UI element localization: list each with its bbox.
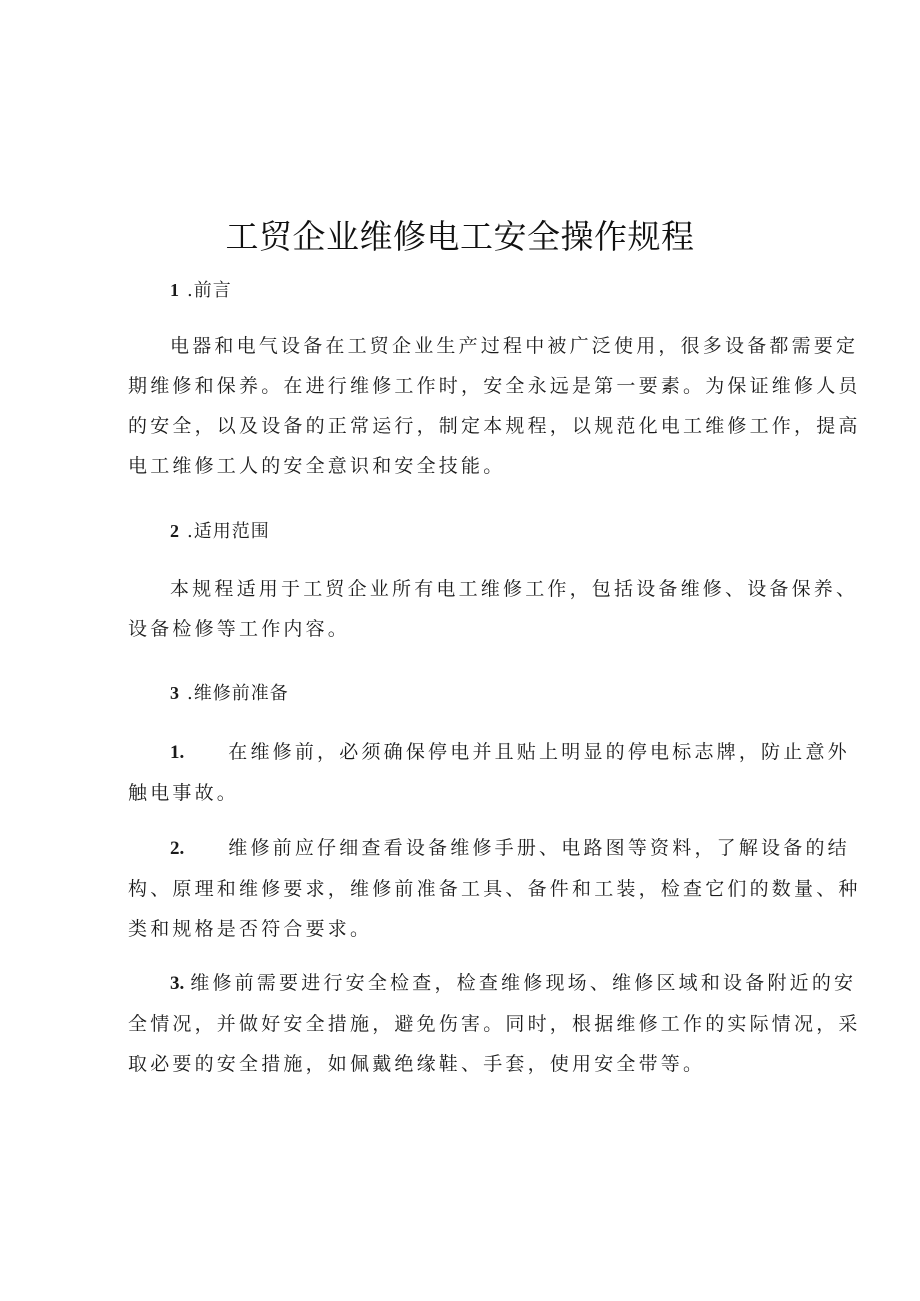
- list-item-2: [128, 828, 861, 949]
- section-1-paragraph: [128, 326, 861, 486]
- list-item-text: 维修前应仔细查看设备维修手册、电路图等资料，了解设备的结: [228, 837, 850, 859]
- list-item-first-line: [128, 732, 850, 773]
- list-item-number: 1.: [170, 742, 185, 763]
- section-number: 3: [170, 683, 179, 703]
- section-label: .前言: [187, 280, 232, 301]
- section-number: 1: [170, 280, 179, 300]
- list-item-line: 触电事故。: [128, 782, 240, 804]
- section-heading-1: [170, 276, 232, 305]
- list-item-line: 取必要的安全措施，如佩戴绝缘鞋、手套，使用安全带等。: [128, 1053, 706, 1075]
- paragraph-line: 电器和电气设备在工贸企业生产过程中被广泛使用，很多设备都需要定: [170, 335, 859, 357]
- paragraph-line: 的安全，以及设备的正常运行，制定本规程，以规范化电工维修工作，提高: [128, 415, 861, 437]
- list-item-1: [128, 732, 850, 813]
- list-item-number: 2.: [170, 838, 185, 859]
- list-item-line: 全情况，并做好安全措施，避免伤害。同时，根据维修工作的实际情况，采: [128, 1013, 861, 1035]
- list-item-number: 3.: [170, 973, 185, 994]
- paragraph-line: 设备检修等工作内容。: [128, 618, 351, 640]
- section-label: .维修前准备: [187, 683, 289, 704]
- paragraph-line: 电工维修工人的安全意识和安全技能。: [128, 455, 506, 477]
- list-item-line: 构、原理和维修要求，维修前准备工具、备件和工装，检查它们的数量、种: [128, 878, 861, 900]
- list-item-first-line: [128, 828, 850, 869]
- paragraph-line: 本规程适用于工贸企业所有电工维修工作，包括设备维修、设备保养、: [170, 578, 859, 600]
- section-label: .适用范围: [187, 521, 270, 542]
- section-number: 2: [170, 521, 179, 541]
- section-heading-3: [170, 679, 289, 708]
- paragraph-line: 期维修和保养。在进行维修工作时，安全永远是第一要素。为保证维修人员: [128, 375, 861, 397]
- section-2-paragraph: [128, 569, 859, 649]
- list-item-text: 维修前需要进行安全检查，检查维修现场、维修区域和设备附近的安: [190, 972, 857, 994]
- section-heading-2: [170, 517, 270, 546]
- list-item-line: 类和规格是否符合要求。: [128, 918, 373, 940]
- list-item-3: [128, 963, 861, 1084]
- list-item-first-line: [128, 963, 857, 1004]
- list-item-text: 在维修前，必须确保停电并且贴上明显的停电标志牌，防止意外: [228, 741, 850, 763]
- document-title: 工贸企业维修电工安全操作规程: [225, 217, 695, 256]
